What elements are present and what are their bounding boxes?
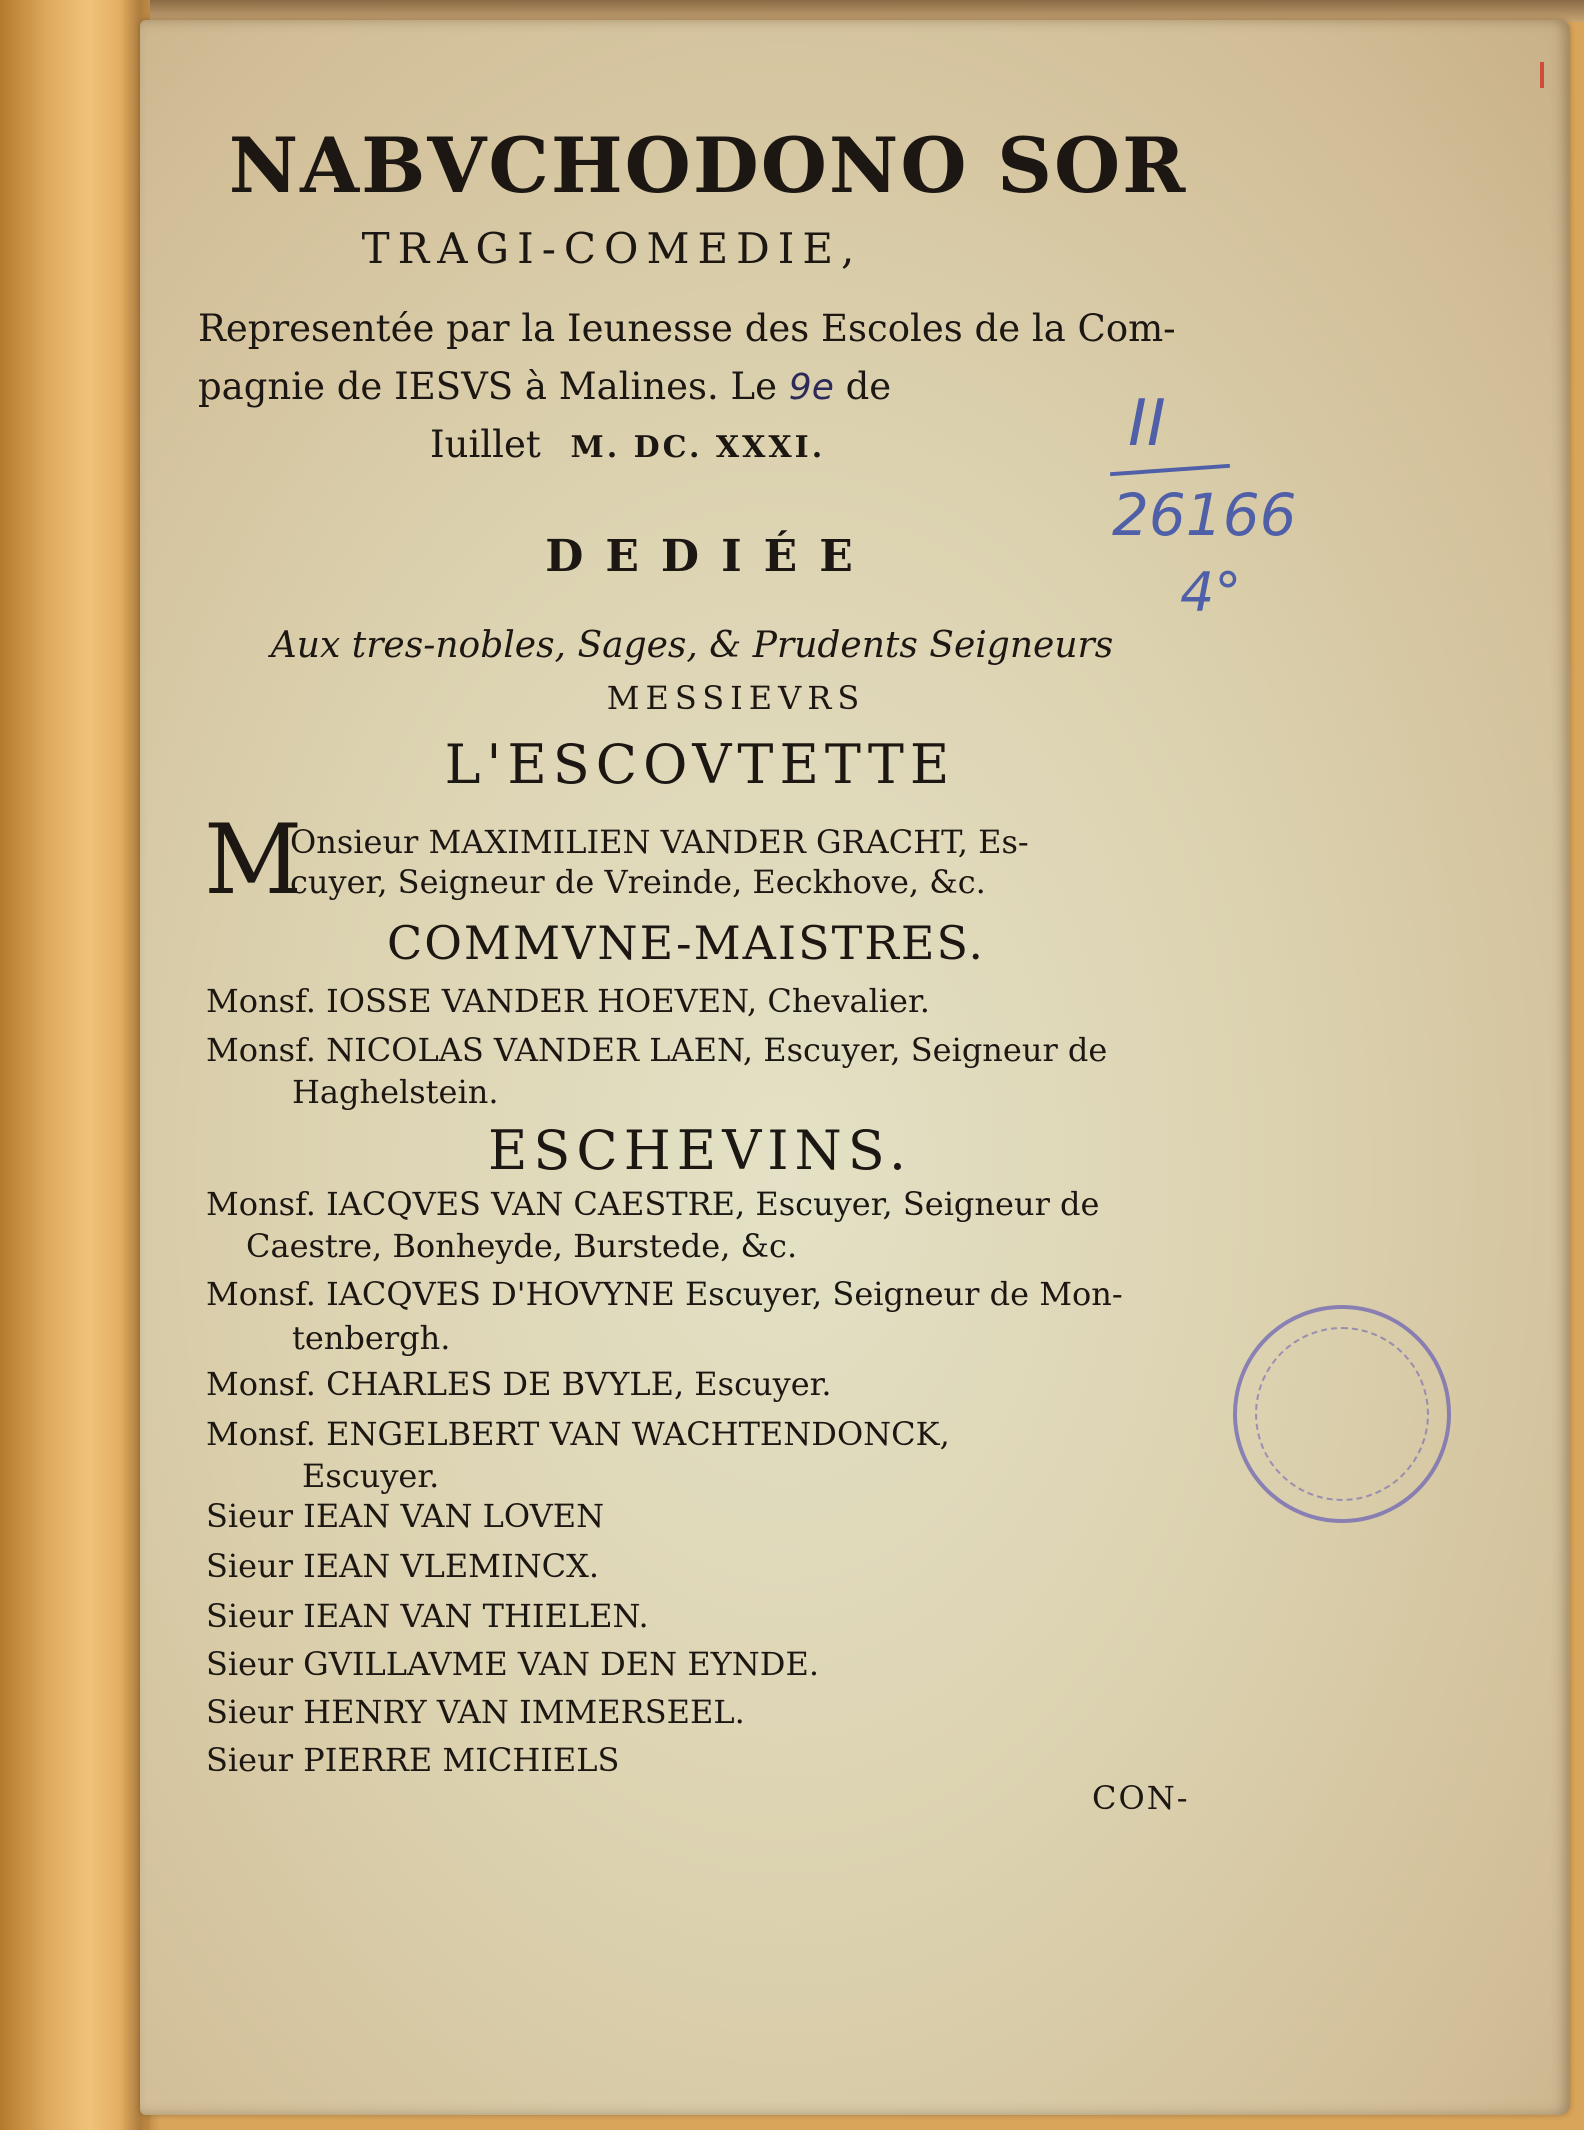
eschevin-line: tenbergh. [292,1319,451,1357]
eschevin-line: Sieur PIERRE MICHIELS [206,1741,620,1779]
eschevin-line: Sieur IEAN VAN LOVEN [206,1497,605,1535]
eschevin-line: Caestre, Bonheyde, Burstede, &c. [246,1227,798,1265]
book-title: NABVCHODONO SOR [228,121,1188,210]
addressees-line: Aux tres-nobles, Sages, & Prudents Seigneurs [270,625,1114,666]
catchword: CON- [1092,1779,1190,1817]
eschevin-line: Monsf. CHARLES DE BVYLE, Escuyer. [206,1365,832,1403]
commune-maistres-line-2: Monsf. NICOLAS VANDER LAEN, Escuyer, Seigneur de [206,1031,1108,1069]
commune-maistres-heading: COMMVNE-MAISTRES. [387,916,985,970]
library-stamp [1233,1305,1451,1523]
eschevin-line: Monsf. ENGELBERT VAN WACHTENDONCK, [206,1415,950,1453]
page-top-edge [150,0,1584,22]
eschevin-line: Monsf. IACQVES D'HOVYNE Escuyer, Seigneur de Mon- [206,1275,1123,1313]
eschevin-line: Sieur IEAN VAN THIELEN. [206,1597,649,1635]
escoutette-line-2: cuyer, Seigneur de Vreinde, Eeckhove, &c. [290,863,986,901]
eschevin-line: Sieur GVILLAVME VAN DEN EYNDE. [206,1645,819,1683]
intro-line-1: Representée par la Ieunesse des Escoles de la Com- [198,307,1176,350]
drop-cap-m: M [204,804,303,916]
commune-maistres-line-3: Haghelstein. [292,1073,499,1111]
book-subtitle: TRAGI-COMEDIE, [361,224,863,273]
shelfmark-roman: II [1128,387,1166,461]
intro-line-3: Iuillet M. DC. XXXI. [430,423,826,466]
intro-line-2: pagnie de IESVS à Malines. Le 9e de [198,365,892,408]
escoutette-heading: L'ESCOVTETTE [444,733,956,796]
eschevin-line: Sieur IEAN VLEMINCX. [206,1547,600,1585]
red-ink-mark [1540,62,1544,88]
shelfmark-format: 4° [1180,561,1242,624]
commune-maistres-line-1: Monsf. IOSSE VANDER HOEVEN, Chevalier. [206,982,930,1020]
messieurs-line: MESSIEVRS [606,679,866,717]
handwritten-day: 9e [788,367,834,408]
eschevin-line: Monsf. IACQVES VAN CAESTRE, Escuyer, Seigneur de [206,1185,1100,1223]
eschevins-heading: ESCHEVINS. [487,1119,913,1182]
eschevin-line: Escuyer. [302,1457,440,1495]
dedie-heading: DEDIÉE [545,531,875,582]
escoutette-line-1: Onsieur MAXIMILIEN VANDER GRACHT, Es- [290,823,1029,861]
eschevin-line: Sieur HENRY VAN IMMERSEEL. [206,1693,745,1731]
shelfmark-number: 26166 [1112,481,1297,549]
